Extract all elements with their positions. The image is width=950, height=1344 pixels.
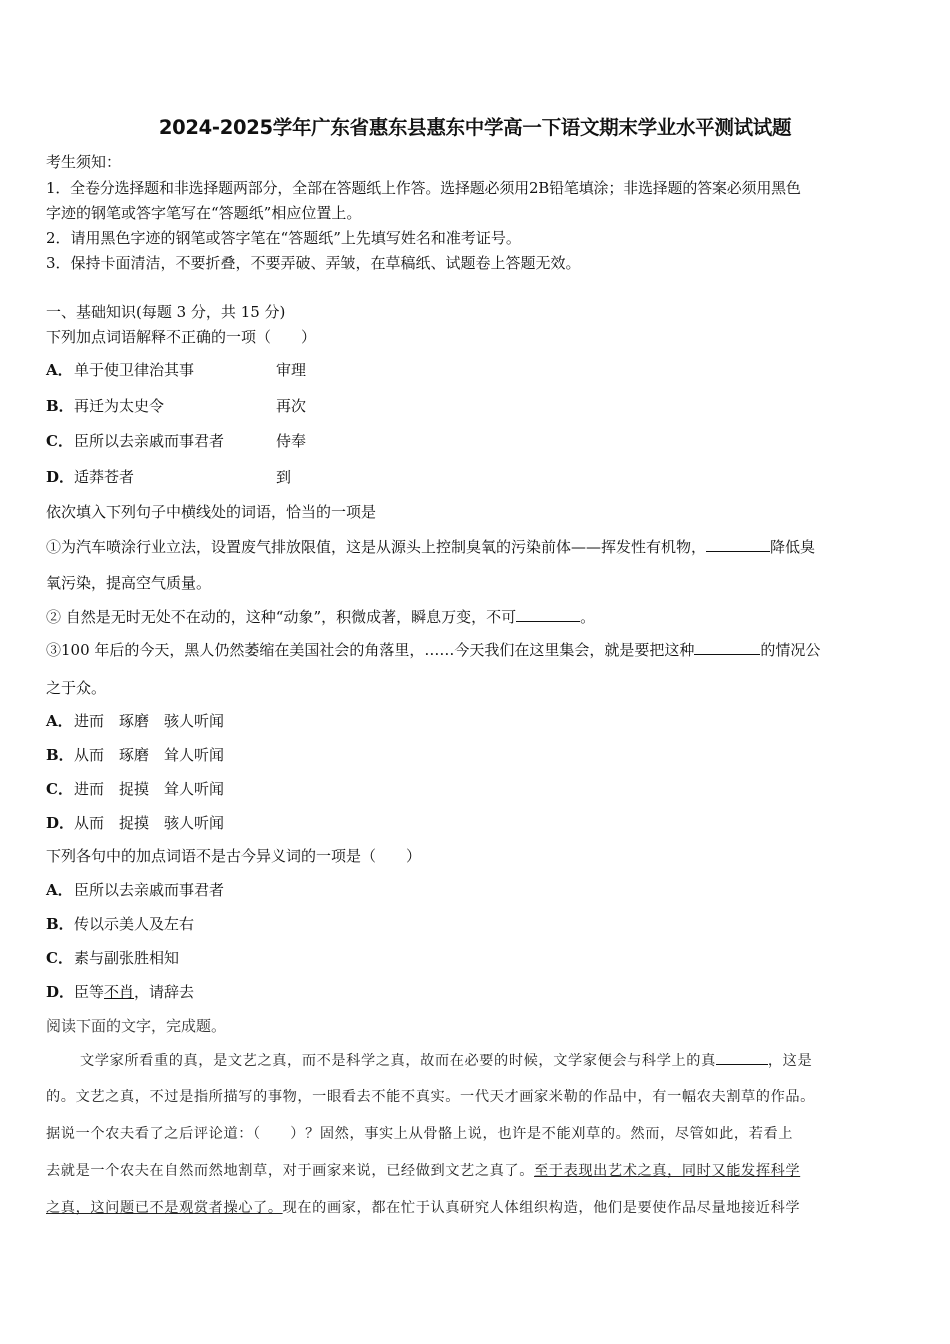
option-text: 传以示美人及左右 (74, 915, 195, 933)
q2-option-c (46, 779, 224, 799)
notice-item-1b: 字迹的钢笔或答字笔写在“答题纸”相应位置上。 (46, 204, 362, 222)
passage-underlined: 至于表现出艺术之真，同时又能发挥科学 (534, 1163, 801, 1179)
q3-option-d (46, 982, 194, 1002)
option-text-pre: 臣等 (74, 983, 105, 1001)
q3-option-b (46, 914, 194, 934)
option-text: 单于使卫律治其事 (74, 361, 195, 379)
q2-sentence-1b: 氧污染，提高空气质量。 (46, 574, 212, 592)
q2-stem: 依次填入下列句子中横线处的词语，恰当的一项是 (46, 503, 377, 521)
passage-tail: ，这是 (767, 1053, 813, 1069)
option-answer: 审理 (276, 361, 307, 379)
exam-title: 2024-2025学年广东省惠东县惠东中学高一下语文期末学业水平测试试题 (158, 116, 792, 139)
sentence-text: ①为汽车喷涂行业立法，设置废气排放限值，这是从源头上控制臭氧的污染前体——挥发性有机物， (46, 538, 707, 556)
option-text: 素与副张胜相知 (74, 949, 180, 967)
q2-sentence-2 (46, 607, 595, 627)
fill-blank (716, 1050, 768, 1065)
passage-line-1 (80, 1050, 812, 1071)
option-label: D． (46, 468, 75, 486)
q2-sentence-3b: 之于众。 (46, 679, 107, 697)
option-text: 臣所以去亲戚而事君者 (74, 881, 225, 899)
sentence-tail: 的情况公 (760, 641, 821, 659)
option-label: D． (46, 983, 75, 1001)
option-text: 适莽苍者 (74, 468, 135, 486)
option-text-post: ，请辞去 (134, 983, 195, 1001)
sentence-end: 。 (580, 608, 596, 626)
notice-item-1a: 1．全卷分选择题和非选择题两部分，全部在答题纸上作答。选择题必须用2B铅笔填涂；非选择题的答案必须用黑色 (46, 179, 801, 197)
option-text: 从而 琢磨 耸人听闻 (74, 746, 225, 764)
q1-option-a (46, 360, 307, 380)
option-label: A． (46, 361, 73, 379)
option-label: D． (46, 814, 75, 832)
reading-prompt: 阅读下面的文字，完成题。 (46, 1017, 227, 1035)
sentence-tail: 降低臭 (770, 538, 816, 556)
q1-stem: 下列加点词语解释不正确的一项（ ） (46, 328, 317, 346)
option-text: 进而 捉摸 耸人听闻 (74, 780, 225, 798)
option-answer: 再次 (276, 397, 307, 415)
q2-option-d (46, 813, 224, 833)
fill-blank (516, 607, 580, 622)
option-answer: 到 (276, 468, 292, 486)
option-label: B． (46, 397, 74, 415)
passage-line-5 (46, 1198, 800, 1218)
option-answer: 侍奉 (276, 432, 307, 450)
passage-line-4 (46, 1161, 800, 1181)
passage-underlined: 之真，这问题已不是观赏者操心了。 (46, 1200, 283, 1216)
q3-stem: 下列各句中的加点词语不是古今异义词的一项是（ ） (46, 847, 422, 865)
option-text-underlined: 不肖 (104, 983, 135, 1001)
passage-text: 现在的画家，都在忙于认真研究人体组织构造，他们是要使作品尽量地接近科学 (282, 1200, 801, 1216)
option-label: A． (46, 881, 73, 899)
option-text: 臣所以去亲戚而事君者 (74, 432, 225, 450)
passage-text: 文学家所看重的真，是文艺之真，而不是科学之真，故而在必要的时候，文学家便会与科学上的真 (80, 1053, 716, 1069)
option-label: C． (46, 432, 73, 450)
notice-item-2: 2．请用黑色字迹的钢笔或答字笔在“答题纸”上先填写姓名和准考证号。 (46, 229, 521, 247)
option-label: B． (46, 746, 74, 764)
section-heading: 一、基础知识(每题 3 分，共 15 分) (46, 303, 286, 321)
option-text: 进而 琢磨 骇人听闻 (74, 712, 225, 730)
q3-option-a (46, 880, 224, 900)
option-label: A． (46, 712, 73, 730)
passage-text: 去就是一个农夫在自然而然地割草，对于画家来说，已经做到文艺之真了。 (46, 1163, 534, 1179)
option-label: C． (46, 949, 73, 967)
sentence-text: ② 自然是无时无处不在动的，这种“动象”，积微成著，瞬息万变，不可 (46, 608, 517, 626)
option-text: 从而 捉摸 骇人听闻 (74, 814, 225, 832)
notice-heading: 考生须知： (46, 153, 122, 171)
option-text: 再迁为太史令 (74, 397, 165, 415)
fill-blank (694, 640, 760, 655)
q3-option-c (46, 948, 179, 968)
q1-option-c (46, 431, 307, 451)
fill-blank (706, 537, 770, 552)
q2-sentence-3a (46, 640, 820, 660)
passage-line-3: 据说一个农夫看了之后评论道：（ ）？固然，事实上从骨骼上说，也许是不能刈草的。然而，尽管如此，若看上 (46, 1126, 794, 1142)
q2-option-a (46, 711, 224, 731)
option-label: C． (46, 780, 73, 798)
q1-option-d (46, 467, 292, 487)
q2-sentence-1a (46, 537, 815, 557)
passage-line-2: 的。文艺之真，不过是指所描写的事物，一眼看去不能不真实。一代天才画家米勒的作品中，有一幅农夫割草的作品。 (46, 1089, 815, 1105)
notice-item-3: 3．保持卡面清洁，不要折叠，不要弄破、弄皱，在草稿纸、试题卷上答题无效。 (46, 254, 581, 272)
q1-option-b (46, 396, 307, 416)
option-label: B． (46, 915, 74, 933)
sentence-text: ③100 年后的今天，黑人仍然萎缩在美国社会的角落里，……今天我们在这里集会，就是要把这种 (46, 641, 695, 659)
q2-option-b (46, 745, 224, 765)
